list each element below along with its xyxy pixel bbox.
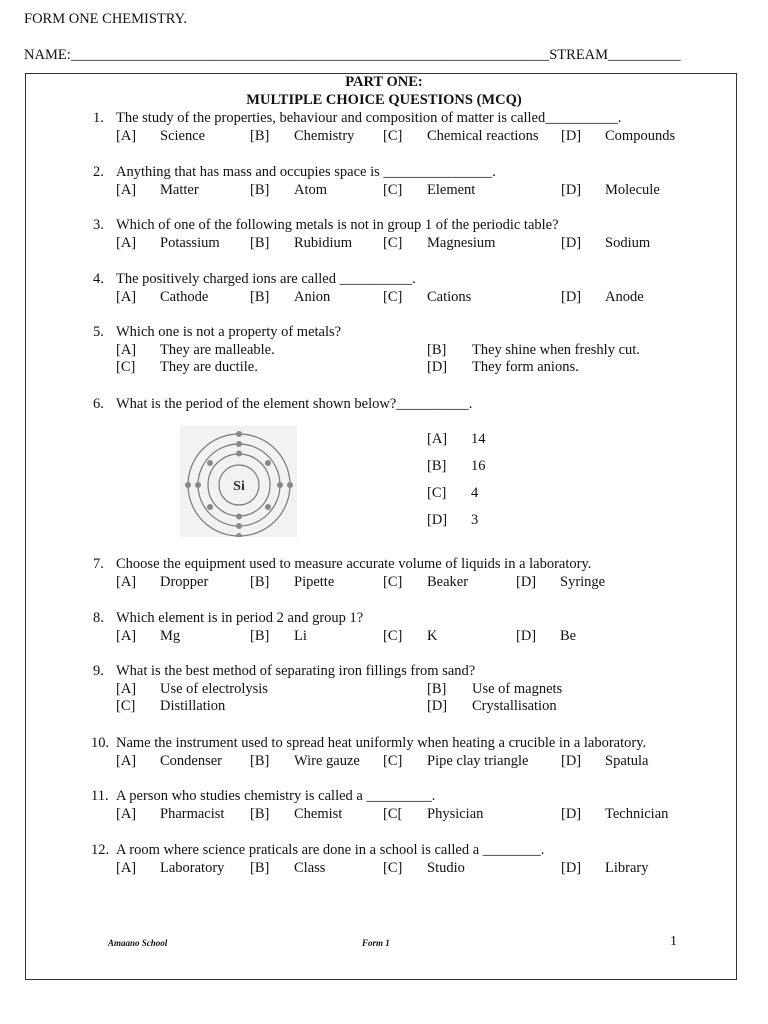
part-title: PART ONE: — [345, 74, 423, 90]
question-number: 2. — [93, 164, 104, 180]
silicon-atom-diagram — [180, 426, 297, 537]
option-letter[interactable]: [C] — [383, 574, 403, 590]
footer-school: Amaano School — [108, 938, 168, 948]
option-letter[interactable]: [B] — [427, 342, 447, 358]
question-text: The positively charged ions are called __________. — [116, 271, 416, 287]
question-number: 3. — [93, 217, 104, 233]
option-text[interactable]: They shine when freshly cut. — [472, 342, 640, 358]
option-letter[interactable]: [C] — [116, 359, 136, 375]
option-text[interactable]: Cathode — [160, 289, 209, 305]
option-letter[interactable]: [B] — [250, 182, 270, 198]
option-text[interactable]: Library — [605, 860, 649, 876]
option-text[interactable]: Physician — [427, 806, 484, 822]
option-text[interactable]: Technician — [605, 806, 669, 822]
option-text[interactable]: They form anions. — [472, 359, 579, 375]
option-text[interactable]: Anion — [294, 289, 331, 305]
bohr-model-icon — [180, 426, 297, 537]
option-letter[interactable]: [B] — [427, 458, 447, 474]
element-symbol: Si — [233, 479, 245, 494]
option-text[interactable]: Cations — [427, 289, 472, 305]
option-text[interactable]: Distillation — [160, 698, 226, 714]
option-text[interactable]: Compounds — [605, 128, 676, 144]
option-letter[interactable]: [A] — [116, 289, 137, 305]
option-text[interactable]: They are malleable. — [160, 342, 275, 358]
question-text: A person who studies chemistry is called a _________. — [116, 788, 436, 804]
option-letter[interactable]: [D] — [427, 698, 448, 714]
option-text[interactable]: Laboratory — [160, 860, 225, 876]
option-text[interactable]: Pipette — [294, 574, 335, 590]
option-text[interactable]: Mg — [160, 628, 181, 644]
option-text[interactable]: Sodium — [605, 235, 651, 251]
option-letter[interactable]: [D] — [516, 574, 537, 590]
option-letter[interactable]: [D] — [561, 806, 582, 822]
option-letter[interactable]: [B] — [250, 128, 270, 144]
question-text: A room where science praticals are done in a school is called a ________. — [116, 842, 545, 858]
option-text[interactable]: Use of magnets — [472, 681, 563, 697]
part-subtitle: MULTIPLE CHOICE QUESTIONS (MCQ) — [246, 92, 522, 108]
question-text: What is the period of the element shown below?__________. — [116, 396, 473, 412]
name-stream-line: NAME:__________________________________________________________________STREAM__________ — [24, 47, 681, 63]
option-letter[interactable]: [B] — [250, 289, 270, 305]
option-letter[interactable]: [A] — [116, 681, 137, 697]
option-letter[interactable]: [B] — [250, 860, 270, 876]
question-text: Which one is not a property of metals? — [116, 324, 342, 340]
option-letter[interactable]: [C[ — [383, 806, 403, 822]
option-letter[interactable]: [D] — [516, 628, 537, 644]
option-text[interactable]: Li — [294, 628, 307, 644]
option-text[interactable]: Pipe clay triangle — [427, 753, 529, 769]
option-letter[interactable]: [A] — [116, 574, 137, 590]
option-letter[interactable]: [A] — [116, 182, 137, 198]
question-text: Name the instrument used to spread heat uniformly when heating a crucible in a laboratory. — [116, 735, 647, 751]
question-number: 1. — [93, 110, 104, 126]
option-letter[interactable]: [C] — [383, 628, 403, 644]
option-letter[interactable]: [D] — [561, 182, 582, 198]
option-text[interactable]: Anode — [605, 289, 644, 305]
option-text[interactable]: Atom — [294, 182, 328, 198]
option-letter[interactable]: [C] — [116, 698, 136, 714]
option-letter[interactable]: [C] — [383, 860, 403, 876]
option-text[interactable]: Element — [427, 182, 476, 198]
option-text[interactable]: Studio — [427, 860, 465, 876]
option-letter[interactable]: [A] — [116, 628, 137, 644]
option-letter[interactable]: [C] — [383, 235, 403, 251]
question-text: Which of one of the following metals is not in group 1 of the periodic table? — [116, 217, 559, 233]
option-letter[interactable]: [B] — [250, 753, 270, 769]
option-text[interactable]: Molecule — [605, 182, 660, 198]
option-text[interactable]: 4 — [471, 485, 479, 501]
option-letter[interactable]: [B] — [250, 235, 270, 251]
option-text[interactable]: K — [427, 628, 438, 644]
option-letter[interactable]: [B] — [250, 574, 270, 590]
option-text[interactable]: Condenser — [160, 753, 223, 769]
option-letter[interactable]: [A] — [116, 753, 137, 769]
option-letter[interactable]: [C] — [427, 485, 447, 501]
option-text[interactable]: They are ductile. — [160, 359, 258, 375]
question-number: 5. — [93, 324, 104, 340]
option-text[interactable]: Crystallisation — [472, 698, 557, 714]
option-letter[interactable]: [A] — [427, 431, 448, 447]
option-letter[interactable]: [C] — [383, 128, 403, 144]
option-text[interactable]: Potassium — [160, 235, 220, 251]
option-text[interactable]: Be — [560, 628, 577, 644]
option-text[interactable]: Chemist — [294, 806, 343, 822]
question-number: 4. — [93, 271, 104, 287]
option-letter[interactable]: [A] — [116, 860, 137, 876]
question-number: 12. — [91, 842, 110, 858]
option-letter[interactable]: [B] — [250, 806, 270, 822]
option-letter[interactable]: [D] — [561, 235, 582, 251]
option-text[interactable]: Chemistry — [294, 128, 355, 144]
question-number: 6. — [93, 396, 104, 412]
question-text: Which element is in period 2 and group 1? — [116, 610, 364, 626]
option-text[interactable]: Beaker — [427, 574, 469, 590]
option-letter[interactable]: [C] — [383, 753, 403, 769]
question-text: What is the best method of separating iron fillings from sand? — [116, 663, 476, 679]
question-number: 9. — [93, 663, 104, 679]
question-text: The study of the properties, behaviour and composition of matter is called__________. — [116, 110, 622, 126]
option-text[interactable]: 14 — [471, 431, 486, 447]
option-letter[interactable]: [D] — [561, 753, 582, 769]
option-letter[interactable]: [C] — [383, 182, 403, 198]
option-letter[interactable]: [A] — [116, 128, 137, 144]
question-number: 8. — [93, 610, 104, 626]
option-letter[interactable]: [A] — [116, 235, 137, 251]
option-text[interactable]: Spatula — [605, 753, 649, 769]
option-text[interactable]: Use of electrolysis — [160, 681, 268, 697]
option-text[interactable]: Rubidium — [294, 235, 353, 251]
option-letter[interactable]: [C] — [383, 289, 403, 305]
option-text[interactable]: 16 — [471, 458, 486, 474]
option-letter[interactable]: [D] — [427, 359, 448, 375]
question-text: Choose the equipment used to measure accurate volume of liquids in a laboratory. — [116, 556, 592, 572]
question-number: 7. — [93, 556, 104, 572]
question-number: 10. — [91, 735, 110, 751]
option-text[interactable]: Wire gauze — [294, 753, 360, 769]
option-text[interactable]: Matter — [160, 182, 199, 198]
option-text[interactable]: Pharmacist — [160, 806, 225, 822]
option-text[interactable]: Syringe — [560, 574, 606, 590]
option-letter[interactable]: [D] — [561, 289, 582, 305]
footer-form: Form 1 — [362, 938, 390, 948]
option-text[interactable]: Magnesium — [427, 235, 496, 251]
question-number: 11. — [91, 788, 109, 804]
option-letter[interactable]: [D] — [561, 128, 582, 144]
option-letter[interactable]: [A] — [116, 806, 137, 822]
option-text[interactable]: Science — [160, 128, 206, 144]
page-number: 1 — [670, 934, 677, 949]
question-text: Anything that has mass and occupies space is _______________. — [116, 164, 496, 180]
option-letter[interactable]: [B] — [427, 681, 447, 697]
option-letter[interactable]: [D] — [427, 512, 448, 528]
form-title: FORM ONE CHEMISTRY. — [24, 11, 187, 27]
option-text[interactable]: Chemical reactions — [427, 128, 539, 144]
option-text[interactable]: 3 — [471, 512, 479, 528]
option-letter[interactable]: [B] — [250, 628, 270, 644]
option-text[interactable]: Dropper — [160, 574, 209, 590]
option-letter[interactable]: [D] — [561, 860, 582, 876]
option-text[interactable]: Class — [294, 860, 326, 876]
option-letter[interactable]: [A] — [116, 342, 137, 358]
